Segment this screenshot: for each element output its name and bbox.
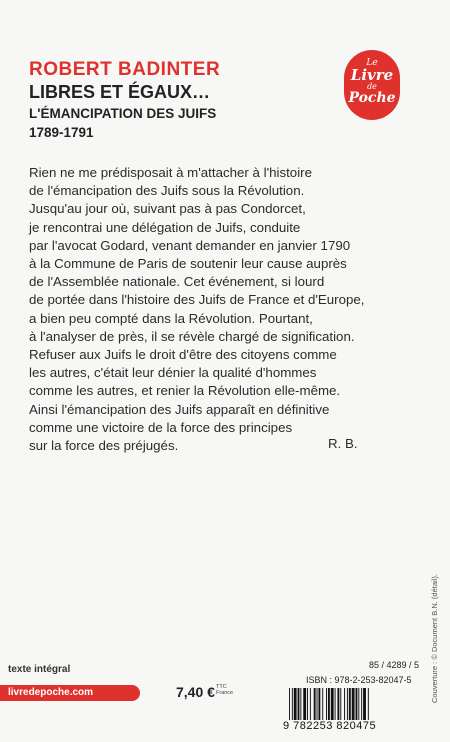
signature: R. B.: [328, 436, 358, 451]
logo-line-1: Le: [366, 58, 378, 68]
blurb-line: Refuser aux Juifs le droit d'être des citoyens comme: [29, 347, 337, 363]
blurb-line: de l'Assemblée nationale. Cet événement, si lourd: [29, 274, 325, 290]
price-note-ttc: TTC: [216, 684, 227, 690]
blurb-line: Ainsi l'émancipation des Juifs apparaît en définitive: [29, 401, 330, 417]
blurb-line: Rien ne me prédisposait à m'attacher à l'histoire: [29, 165, 312, 180]
price-note: [216, 684, 233, 696]
logo-line-4: Poche: [348, 90, 396, 106]
logo-line-3: de: [367, 82, 377, 91]
book-years: 1789-1791: [29, 125, 94, 140]
blurb-line: à la Commune de Paris de soutenir leur cause auprès: [29, 256, 347, 272]
price: 7,40 €: [176, 684, 215, 700]
price-note-country: France: [216, 690, 234, 696]
blurb-line: Jusqu'au jour où, suivant pas à pas Condorcet,: [29, 201, 306, 217]
cover-credit: Couverture : © Document B.N. (détail).: [430, 574, 439, 703]
book-subtitle: L'ÉMANCIPATION DES JUIFS: [29, 106, 217, 121]
catalog-ref: 85 / 4289 / 5: [369, 660, 420, 670]
blurb-line: a bien peu compté dans la Révolution. Pourtant,: [29, 310, 313, 326]
blurb-text: [29, 164, 419, 455]
blurb-line: comme les autres, et renier la Révolution elle-même.: [29, 383, 341, 399]
edition-label: texte intégral: [8, 664, 71, 675]
blurb-line: comme une victoire de la force des principes: [29, 419, 293, 435]
website-link[interactable]: livredepoche.com: [0, 685, 140, 701]
isbn: ISBN : 978-2-253-82047-5: [306, 675, 412, 685]
blurb-line: je rencontrai une délégation de Juifs, conduite: [29, 219, 301, 235]
blurb-line: les autres, c'était leur dénier la qualité d'hommes: [29, 365, 317, 381]
blurb-line: sur la force des préjugés.: [29, 438, 179, 454]
blurb-line: par l'avocat Godard, venant demander en janvier 1790: [29, 237, 351, 253]
blurb-line: de l'émancipation des Juifs sous la Révolution.: [29, 183, 305, 199]
barcode-digits: 9 782253 820475: [283, 720, 377, 732]
blurb-line: de portée dans l'histoire des Juifs de France et d'Europe,: [29, 292, 365, 308]
publisher-logo: [344, 50, 400, 120]
logo-line-2: Livre: [350, 66, 394, 84]
book-title: LIBRES ET ÉGAUX…: [29, 82, 211, 102]
blurb-line: à l'analyser de près, il se révèle chargé de signification.: [29, 328, 355, 344]
author-name: ROBERT BADINTER: [29, 59, 221, 80]
